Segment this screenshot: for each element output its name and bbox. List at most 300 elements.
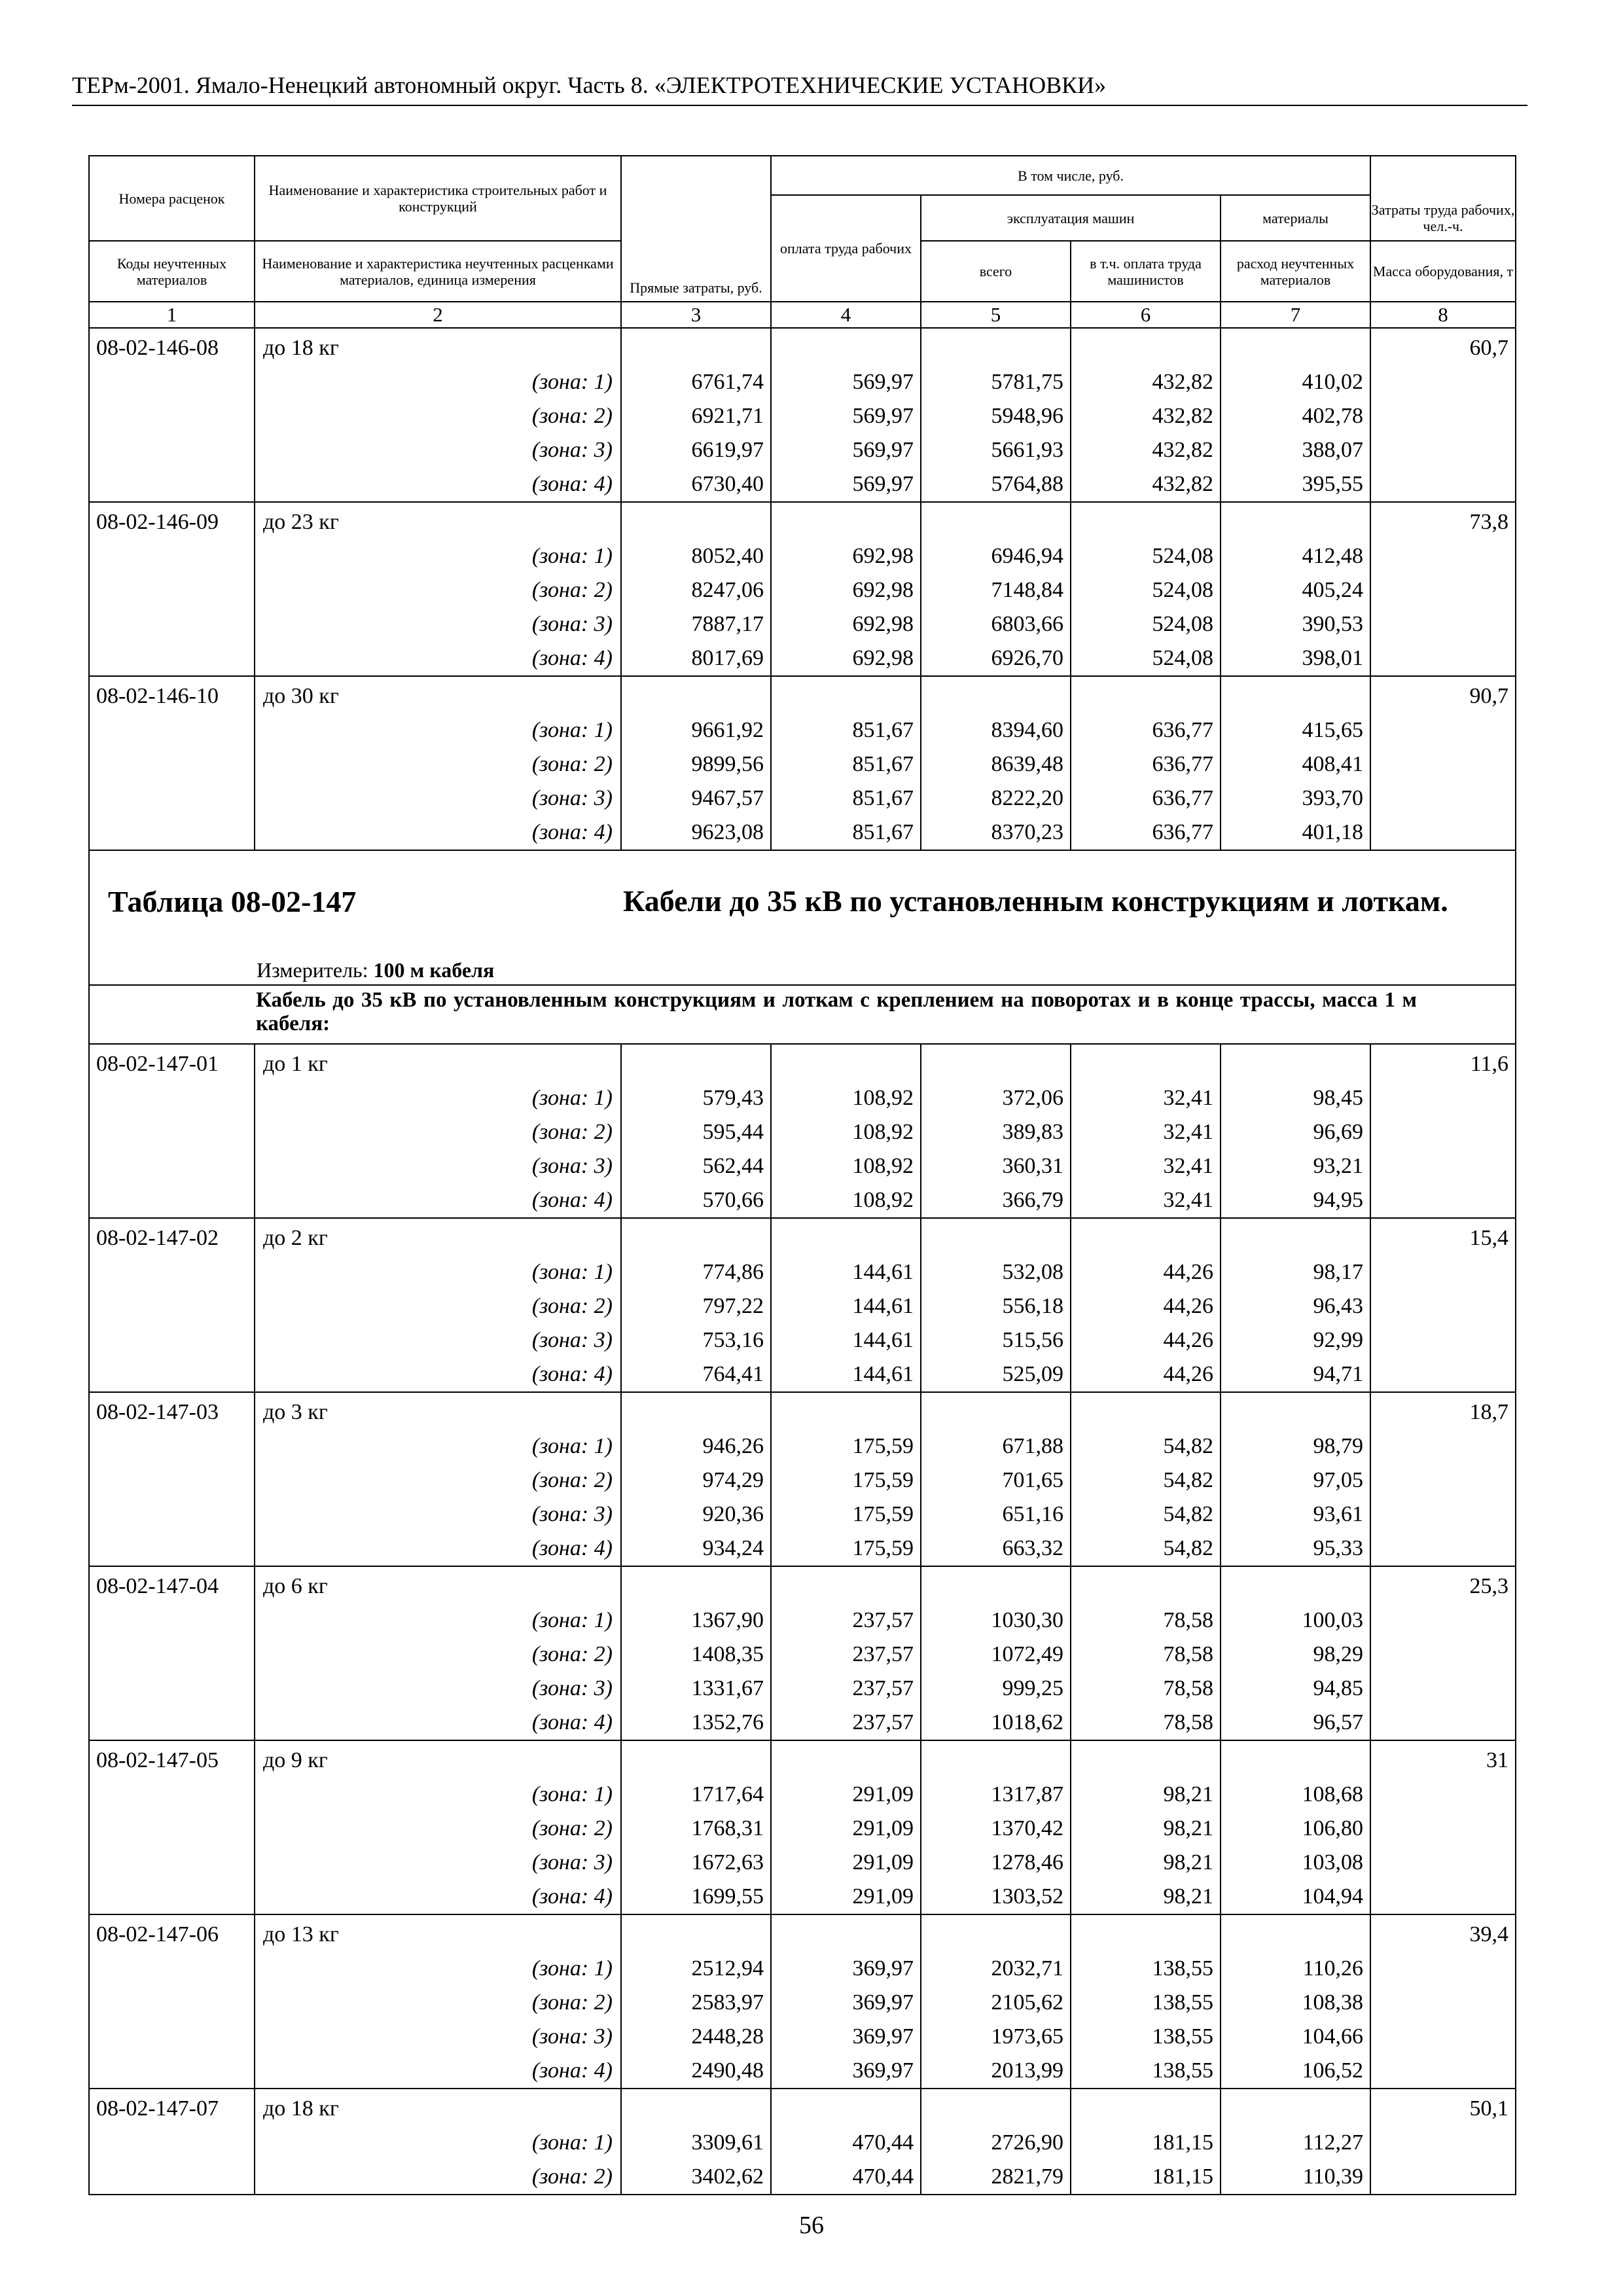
- rate-name: до 2 кг: [263, 1226, 328, 1250]
- machines-operators-value: 524,08: [1152, 612, 1213, 636]
- labor-cost-value: 50,1: [1469, 2096, 1509, 2121]
- materials-value-cell: [1221, 1566, 1370, 1740]
- labor-cost-value: 39,4: [1469, 1922, 1509, 1946]
- measure-unit-value: 100 м кабеля: [373, 958, 495, 982]
- rate-name-cell: [255, 1740, 621, 1914]
- materials-value: 94,71: [1313, 1362, 1364, 1386]
- labor-pay-header: оплата труда рабочих: [771, 195, 921, 302]
- rate-group-row: [89, 502, 1516, 676]
- machines-operators-value: 432,82: [1152, 438, 1213, 462]
- labor-cost-cell: [1370, 1044, 1516, 1218]
- blank-line: [1221, 2092, 1363, 2126]
- machines-operators-value-cell: [1071, 676, 1221, 850]
- rate-group-row: [89, 1218, 1516, 1392]
- direct-cost-value: 7887,17: [691, 612, 764, 636]
- machines-total-header: всего: [921, 241, 1071, 302]
- machines-operators-value: 636,77: [1152, 786, 1213, 810]
- zone-label: (зона: 3): [531, 1328, 613, 1352]
- machines-operators-value: 54,82: [1163, 1502, 1213, 1526]
- labor-pay-value: 237,57: [852, 1676, 914, 1700]
- machines-operators-value-cell: [1071, 1740, 1221, 1914]
- materials-value-cell: [1221, 1914, 1370, 2089]
- machines-header: эксплуатация машин: [921, 195, 1221, 241]
- blank-line: [772, 1744, 914, 1778]
- machines-operators-value: 181,15: [1152, 2164, 1213, 2189]
- direct-cost-value-cell: [621, 502, 771, 676]
- materials-value-cell: [1221, 328, 1370, 502]
- machines-total-value: 515,56: [1002, 1328, 1063, 1352]
- machines-total-value-cell: [921, 1044, 1071, 1218]
- direct-cost-value-cell: [621, 676, 771, 850]
- machines-total-value: 8394,60: [991, 718, 1063, 742]
- machines-operators-value-cell: [1071, 1044, 1221, 1218]
- materials-value: 402,78: [1302, 404, 1364, 428]
- blank-line: [921, 331, 1063, 365]
- rates-table: [88, 155, 1516, 2195]
- rate-group-row: [89, 328, 1516, 502]
- machines-total-value-cell: [921, 1914, 1071, 2089]
- materials-value-cell: [1221, 1044, 1370, 1218]
- direct-cost-value-cell: [621, 1218, 771, 1392]
- column-number: 7: [1221, 302, 1370, 328]
- materials-value: 412,48: [1302, 544, 1364, 568]
- labor-pay-value: 175,59: [852, 1468, 914, 1492]
- materials-value: 93,61: [1313, 1502, 1364, 1526]
- labor-pay-value-cell: [771, 676, 921, 850]
- materials-value-cell: [1221, 676, 1370, 850]
- machines-operators-value: 32,41: [1163, 1154, 1213, 1178]
- blank-line: [622, 1395, 764, 1429]
- labor-pay-value: 851,67: [852, 820, 914, 844]
- rate-code: 08-02-146-09: [89, 502, 255, 676]
- unaccounted-materials-header: расход неучтенных материалов: [1221, 241, 1370, 302]
- machines-operators-value-cell: [1071, 1218, 1221, 1392]
- labor-pay-value: 144,61: [852, 1328, 914, 1352]
- machines-operators-value-cell: [1071, 2089, 1221, 2195]
- blank-line: [772, 331, 914, 365]
- labor-cost-value: 60,7: [1469, 336, 1509, 360]
- zone-label: (зона: 2): [531, 1468, 613, 1492]
- materials-value: 388,07: [1302, 438, 1364, 462]
- materials-value-cell: [1221, 1218, 1370, 1392]
- measure-unit-label: Измеритель:: [257, 958, 368, 982]
- rate-code: 08-02-147-03: [89, 1392, 255, 1566]
- zone-label: (зона: 1): [531, 1086, 613, 1110]
- labor-pay-value: 175,59: [852, 1502, 914, 1526]
- labor-pay-value: 692,98: [852, 612, 914, 636]
- machines-total-value: 1072,49: [991, 1642, 1063, 1666]
- rate-name-cell: [255, 1044, 621, 1218]
- blank-line: [921, 1047, 1063, 1081]
- zone-label: (зона: 4): [531, 2058, 613, 2083]
- rate-code: 08-02-147-05: [89, 1740, 255, 1914]
- labor-pay-value: 470,44: [852, 2130, 914, 2155]
- direct-cost-value: 797,22: [702, 1294, 764, 1318]
- direct-cost-value-cell: [621, 2089, 771, 2195]
- zone-label: (зона: 1): [531, 544, 613, 568]
- machines-operators-value: 32,41: [1163, 1120, 1213, 1144]
- machines-operators-value-cell: [1071, 1914, 1221, 2089]
- machines-total-value-cell: [921, 1392, 1071, 1566]
- labor-cost-value: 18,7: [1469, 1400, 1509, 1424]
- labor-cost-cell: [1370, 1392, 1516, 1566]
- blank-line: [622, 1570, 764, 1604]
- machines-total-value: 1018,62: [991, 1710, 1063, 1734]
- rate-name: до 3 кг: [263, 1400, 328, 1424]
- labor-pay-value: 369,97: [852, 2024, 914, 2049]
- zone-label: (зона: 3): [531, 1502, 613, 1526]
- machines-total-value-cell: [921, 502, 1071, 676]
- machines-total-value: 6946,94: [991, 544, 1063, 568]
- materials-value: 98,17: [1313, 1260, 1364, 1284]
- labor-pay-value: 470,44: [852, 2164, 914, 2189]
- labor-pay-value: 108,92: [852, 1120, 914, 1144]
- machines-total-value: 6803,66: [991, 612, 1063, 636]
- zone-label: (зона: 1): [531, 1608, 613, 1632]
- machines-total-value: 663,32: [1002, 1536, 1063, 1560]
- materials-value: 94,95: [1313, 1188, 1364, 1212]
- direct-cost-value: 920,36: [702, 1502, 764, 1526]
- rate-group-row: [89, 1044, 1516, 1218]
- machines-operators-value: 636,77: [1152, 752, 1213, 776]
- direct-cost-value: 1367,90: [691, 1608, 764, 1632]
- materials-value: 98,45: [1313, 1086, 1364, 1110]
- blank-line: [772, 1395, 914, 1429]
- rate-code: 08-02-147-01: [89, 1044, 255, 1218]
- blank-line: [1221, 1570, 1363, 1604]
- machines-operators-value: 432,82: [1152, 370, 1213, 394]
- direct-cost-value: 2490,48: [691, 2058, 764, 2083]
- materials-value: 410,02: [1302, 370, 1364, 394]
- blank-line: [921, 1918, 1063, 1952]
- direct-cost-header: Прямые затраты, руб.: [621, 156, 771, 302]
- machines-operators-value: 98,21: [1163, 1850, 1213, 1874]
- labor-cost-value: 73,8: [1469, 510, 1509, 534]
- blank-line: [772, 1221, 914, 1255]
- blank-line: [1071, 1918, 1213, 1952]
- labor-pay-value: 144,61: [852, 1260, 914, 1284]
- table-number: Таблица 08-02-147: [108, 885, 357, 918]
- machines-total-value: 8639,48: [991, 752, 1063, 776]
- machines-operators-value: 78,58: [1163, 1608, 1213, 1632]
- rate-name: до 6 кг: [263, 1574, 328, 1598]
- machines-operators-value: 432,82: [1152, 404, 1213, 428]
- labor-cost-header-spacer: [1370, 156, 1516, 195]
- labor-pay-value: 369,97: [852, 1990, 914, 2015]
- machines-operators-value-cell: [1071, 1392, 1221, 1566]
- labor-pay-value: 291,09: [852, 1850, 914, 1874]
- column-number: 3: [621, 302, 771, 328]
- materials-value-cell: [1221, 2089, 1370, 2195]
- rate-name: до 9 кг: [263, 1748, 328, 1772]
- labor-cost-value: 11,6: [1470, 1052, 1509, 1076]
- direct-cost-value: 753,16: [702, 1328, 764, 1352]
- machines-total-value: 7148,84: [991, 578, 1063, 602]
- materials-value: 106,80: [1302, 1816, 1364, 1840]
- labor-pay-value-cell: [771, 1740, 921, 1914]
- direct-cost-value: 764,41: [702, 1362, 764, 1386]
- machines-total-value: 651,16: [1002, 1502, 1063, 1526]
- table-name: Кабели до 35 кВ по установленным конструкциям и лоткам.: [623, 884, 1448, 918]
- labor-pay-value: 291,09: [852, 1782, 914, 1806]
- materials-value: 96,57: [1313, 1710, 1364, 1734]
- rate-name-cell: [255, 502, 621, 676]
- machines-total-value: 701,65: [1002, 1468, 1063, 1492]
- materials-value: 98,29: [1313, 1642, 1364, 1666]
- rate-name: до 1 кг: [263, 1052, 328, 1076]
- blank-line: [1071, 505, 1213, 539]
- blank-line: [772, 2092, 914, 2126]
- rate-name-cell: [255, 1218, 621, 1392]
- materials-value: 96,43: [1313, 1294, 1364, 1318]
- machines-operators-value: 32,41: [1163, 1086, 1213, 1110]
- direct-cost-value: 1672,63: [691, 1850, 764, 1874]
- direct-cost-value: 1352,76: [691, 1710, 764, 1734]
- direct-cost-value: 579,43: [702, 1086, 764, 1110]
- materials-value: 110,39: [1302, 2164, 1364, 2189]
- labor-pay-value: 237,57: [852, 1642, 914, 1666]
- machines-total-value: 1973,65: [991, 2024, 1063, 2049]
- blank-line: [1071, 331, 1213, 365]
- zone-label: (зона: 3): [531, 612, 613, 636]
- materials-value-cell: [1221, 1740, 1370, 1914]
- materials-value: 104,66: [1302, 2024, 1364, 2049]
- measure-unit: [257, 953, 494, 987]
- machines-operators-header: в т.ч. оплата труда машинистов: [1071, 241, 1221, 302]
- rate-name: до 30 кг: [263, 684, 339, 708]
- table-title-section: [89, 850, 1516, 1044]
- direct-cost-value: 1717,64: [691, 1782, 764, 1806]
- machines-total-value: 8370,23: [991, 820, 1063, 844]
- labor-pay-value: 175,59: [852, 1434, 914, 1458]
- direct-cost-value: 9899,56: [691, 752, 764, 776]
- direct-cost-value: 6730,40: [691, 472, 764, 496]
- machines-operators-value-cell: [1071, 328, 1221, 502]
- name-header-bottom: Наименование и характеристика неучтенных расценками материалов, единица измерения: [255, 241, 621, 302]
- machines-total-value: 366,79: [1002, 1188, 1063, 1212]
- zone-label: (зона: 3): [531, 1154, 613, 1178]
- direct-cost-value-cell: [621, 1740, 771, 1914]
- blank-line: [921, 1570, 1063, 1604]
- direct-cost-value: 9467,57: [691, 786, 764, 810]
- zone-label: (зона: 3): [531, 786, 613, 810]
- machines-operators-value: 44,26: [1163, 1362, 1213, 1386]
- direct-cost-value: 3309,61: [691, 2130, 764, 2155]
- machines-total-value: 5661,93: [991, 438, 1063, 462]
- machines-operators-value: 524,08: [1152, 646, 1213, 670]
- blank-line: [622, 1047, 764, 1081]
- labor-pay-value-cell: [771, 1218, 921, 1392]
- materials-value: 408,41: [1302, 752, 1364, 776]
- blank-line: [1071, 1570, 1213, 1604]
- labor-cost-value: 90,7: [1469, 684, 1509, 708]
- labor-cost-cell: [1370, 1566, 1516, 1740]
- blank-line: [622, 331, 764, 365]
- materials-value: 415,65: [1302, 718, 1364, 742]
- labor-cost-value: 15,4: [1469, 1226, 1509, 1250]
- labor-pay-value-cell: [771, 1044, 921, 1218]
- machines-total-value: 1370,42: [991, 1816, 1063, 1840]
- zone-label: (зона: 3): [531, 1850, 613, 1874]
- zone-label: (зона: 4): [531, 472, 613, 496]
- table-header: [89, 156, 1516, 328]
- labor-cost-value: 31: [1486, 1748, 1509, 1772]
- rates-section-147: [89, 1044, 1516, 2195]
- machines-operators-value: 432,82: [1152, 472, 1213, 496]
- materials-value: 395,55: [1302, 472, 1364, 496]
- machines-operators-value: 524,08: [1152, 578, 1213, 602]
- blank-line: [921, 1395, 1063, 1429]
- materials-value: 108,38: [1302, 1990, 1364, 2015]
- rate-name-cell: [255, 1566, 621, 1740]
- machines-total-value: 2821,79: [991, 2164, 1063, 2189]
- labor-pay-value-cell: [771, 1566, 921, 1740]
- direct-cost-value-cell: [621, 1392, 771, 1566]
- labor-pay-value: 144,61: [852, 1294, 914, 1318]
- blank-line: [1221, 1221, 1363, 1255]
- materials-value: 94,85: [1313, 1676, 1364, 1700]
- labor-pay-value: 369,97: [852, 2058, 914, 2083]
- materials-value: 103,08: [1302, 1850, 1364, 1874]
- zone-label: (зона: 4): [531, 1188, 613, 1212]
- machines-operators-value: 98,21: [1163, 1816, 1213, 1840]
- machines-operators-value: 78,58: [1163, 1710, 1213, 1734]
- machines-operators-value: 138,55: [1152, 1990, 1213, 2015]
- machines-operators-value: 44,26: [1163, 1294, 1213, 1318]
- labor-pay-value: 692,98: [852, 544, 914, 568]
- machines-operators-value-cell: [1071, 1566, 1221, 1740]
- column-number: 4: [771, 302, 921, 328]
- zone-label: (зона: 1): [531, 1434, 613, 1458]
- zone-label: (зона: 4): [531, 820, 613, 844]
- rate-code: 08-02-147-06: [89, 1914, 255, 2089]
- labor-pay-value-cell: [771, 1914, 921, 2089]
- machines-total-value: 525,09: [1002, 1362, 1063, 1386]
- machines-total-value: 5781,75: [991, 370, 1063, 394]
- rate-group-row: [89, 1392, 1516, 1566]
- blank-line: [1071, 679, 1213, 713]
- zone-label: (зона: 2): [531, 1294, 613, 1318]
- blank-line: [1221, 1047, 1363, 1081]
- blank-line: [622, 505, 764, 539]
- materials-value: 405,24: [1302, 578, 1364, 602]
- zone-label: (зона: 4): [531, 1362, 613, 1386]
- rate-name-cell: [255, 1914, 621, 2089]
- rate-name: до 13 кг: [263, 1922, 339, 1946]
- machines-total-value: 1303,52: [991, 1884, 1063, 1909]
- blank-line: [622, 1221, 764, 1255]
- labor-pay-value: 569,97: [852, 404, 914, 428]
- machines-operators-value: 78,58: [1163, 1676, 1213, 1700]
- machines-total-value: 5764,88: [991, 472, 1063, 496]
- machines-total-value: 1317,87: [991, 1782, 1063, 1806]
- labor-pay-value: 144,61: [852, 1362, 914, 1386]
- rate-code: 08-02-147-04: [89, 1566, 255, 1740]
- blank-line: [1221, 1395, 1363, 1429]
- zone-label: (зона: 2): [531, 578, 613, 602]
- materials-value: 100,03: [1302, 1608, 1364, 1632]
- rates-section-146: [89, 328, 1516, 850]
- direct-cost-value-cell: [621, 1566, 771, 1740]
- materials-value: 93,21: [1313, 1154, 1364, 1178]
- machines-total-value-cell: [921, 1740, 1071, 1914]
- materials-value-cell: [1221, 502, 1370, 676]
- blank-line: [1221, 331, 1363, 365]
- rate-name: до 18 кг: [263, 2096, 339, 2121]
- machines-operators-value: 524,08: [1152, 544, 1213, 568]
- materials-value: 95,33: [1313, 1536, 1364, 1560]
- column-number: 6: [1071, 302, 1221, 328]
- blank-line: [1221, 505, 1363, 539]
- blank-line: [1071, 2092, 1213, 2126]
- labor-cost-cell: [1370, 328, 1516, 502]
- materials-value: 390,53: [1302, 612, 1364, 636]
- materials-value: 108,68: [1302, 1782, 1364, 1806]
- direct-cost-value: 8017,69: [691, 646, 764, 670]
- labor-cost-cell: [1370, 676, 1516, 850]
- blank-line: [622, 1918, 764, 1952]
- direct-cost-value: 1699,55: [691, 1884, 764, 1909]
- zone-label: (зона: 2): [531, 2164, 613, 2189]
- direct-cost-value: 946,26: [702, 1434, 764, 1458]
- machines-total-value: 532,08: [1002, 1260, 1063, 1284]
- rate-code: 08-02-146-10: [89, 676, 255, 850]
- machines-operators-value: 138,55: [1152, 1956, 1213, 1981]
- materials-value: 401,18: [1302, 820, 1364, 844]
- machines-total-value-cell: [921, 328, 1071, 502]
- machines-total-value: 2013,99: [991, 2058, 1063, 2083]
- page-number: 56: [799, 2212, 824, 2239]
- rate-group-row: [89, 1740, 1516, 1914]
- labor-pay-value-cell: [771, 328, 921, 502]
- labor-pay-value: 692,98: [852, 646, 914, 670]
- materials-value: 104,94: [1302, 1884, 1364, 1909]
- direct-cost-value-cell: [621, 1044, 771, 1218]
- blank-line: [772, 1047, 914, 1081]
- machines-operators-value: 636,77: [1152, 718, 1213, 742]
- labor-pay-value: 851,67: [852, 718, 914, 742]
- zone-label: (зона: 2): [531, 1120, 613, 1144]
- direct-cost-value: 9623,08: [691, 820, 764, 844]
- rate-code: 08-02-146-08: [89, 328, 255, 502]
- blank-line: [772, 679, 914, 713]
- blank-line: [1221, 1918, 1363, 1952]
- rate-name-cell: [255, 2089, 621, 2195]
- machines-total-value: 372,06: [1002, 1086, 1063, 1110]
- labor-cost-cell: [1370, 1740, 1516, 1914]
- code-header-top: Номера расценок: [89, 156, 255, 241]
- machines-operators-value: 138,55: [1152, 2024, 1213, 2049]
- direct-cost-value-cell: [621, 328, 771, 502]
- labor-pay-value: 369,97: [852, 1956, 914, 1981]
- blank-line: [921, 505, 1063, 539]
- machines-total-value: 2726,90: [991, 2130, 1063, 2155]
- labor-pay-value: 108,92: [852, 1188, 914, 1212]
- column-number: 1: [89, 302, 255, 328]
- machines-total-value: 389,83: [1002, 1120, 1063, 1144]
- machines-operators-value: 138,55: [1152, 2058, 1213, 2083]
- labor-pay-value: 569,97: [852, 472, 914, 496]
- rate-group-row: [89, 1566, 1516, 1740]
- machines-total-value: 1278,46: [991, 1850, 1063, 1874]
- rates-table-wrapper: [88, 155, 1515, 2195]
- name-header-top: Наименование и характеристика строительных работ и конструкций: [255, 156, 621, 241]
- machines-total-value: 6926,70: [991, 646, 1063, 670]
- direct-cost-value: 2448,28: [691, 2024, 764, 2049]
- labor-pay-value: 237,57: [852, 1710, 914, 1734]
- machines-operators-value: 98,21: [1163, 1782, 1213, 1806]
- rate-name-cell: [255, 328, 621, 502]
